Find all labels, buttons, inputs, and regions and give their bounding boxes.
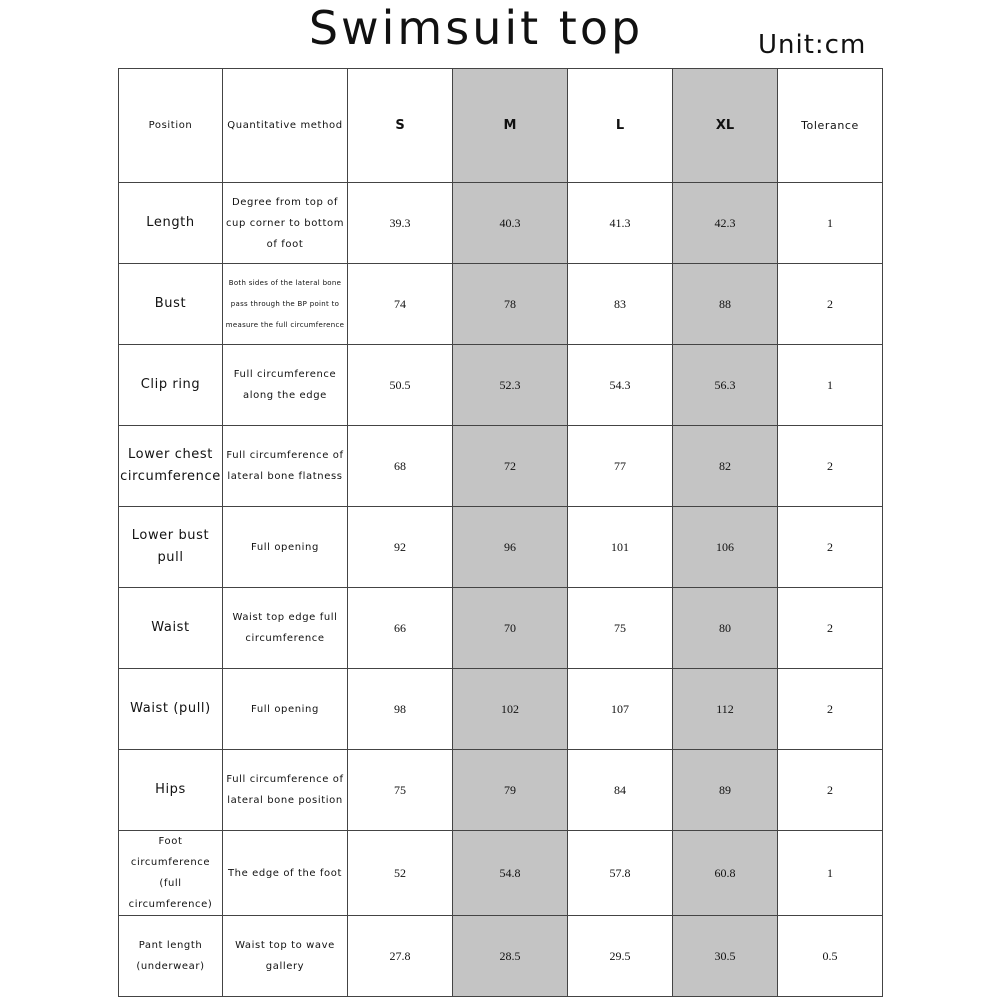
table-row: [119, 507, 883, 588]
size-chart-table: [118, 68, 883, 997]
cell-tolerance: 1: [778, 831, 883, 916]
cell-tolerance: 2: [778, 669, 883, 750]
cell-tolerance: 2: [778, 588, 883, 669]
header-size-s: S: [348, 69, 453, 183]
cell-l: 107: [568, 669, 673, 750]
cell-l: 101: [568, 507, 673, 588]
header-method: Quantitative method: [223, 69, 348, 183]
cell-xl: 42.3: [673, 183, 778, 264]
cell-s: 92: [348, 507, 453, 588]
cell-tolerance: 2: [778, 264, 883, 345]
cell-position: Waist (pull): [119, 669, 223, 750]
cell-method: Both sides of the lateral bone pass through the BP point to measure the full circumference: [223, 264, 348, 345]
cell-position: Foot circumference (full circumference): [119, 831, 223, 916]
cell-position: Bust: [119, 264, 223, 345]
cell-l: 75: [568, 588, 673, 669]
header-position: Position: [119, 69, 223, 183]
cell-m: 78: [453, 264, 568, 345]
table-row: [119, 831, 883, 916]
cell-m: 70: [453, 588, 568, 669]
table-row: [119, 916, 883, 997]
table-row: [119, 426, 883, 507]
cell-xl: 82: [673, 426, 778, 507]
cell-tolerance: 0.5: [778, 916, 883, 997]
cell-method: Full opening: [223, 669, 348, 750]
cell-tolerance: 1: [778, 345, 883, 426]
cell-s: 74: [348, 264, 453, 345]
cell-s: 75: [348, 750, 453, 831]
cell-position: Pant length (underwear): [119, 916, 223, 997]
cell-method: Waist top edge full circumference: [223, 588, 348, 669]
cell-position: Waist: [119, 588, 223, 669]
cell-l: 77: [568, 426, 673, 507]
header-tolerance: Tolerance: [778, 69, 883, 183]
cell-method: Full circumference of lateral bone position: [223, 750, 348, 831]
table-row: [119, 264, 883, 345]
cell-s: 27.8: [348, 916, 453, 997]
cell-tolerance: 2: [778, 507, 883, 588]
cell-l: 54.3: [568, 345, 673, 426]
cell-m: 72: [453, 426, 568, 507]
cell-m: 79: [453, 750, 568, 831]
cell-xl: 60.8: [673, 831, 778, 916]
cell-method: Waist top to wave gallery: [223, 916, 348, 997]
cell-xl: 89: [673, 750, 778, 831]
cell-m: 54.8: [453, 831, 568, 916]
header-size-m: M: [453, 69, 568, 183]
cell-position: Clip ring: [119, 345, 223, 426]
header-size-xl: XL: [673, 69, 778, 183]
cell-position: Hips: [119, 750, 223, 831]
cell-m: 28.5: [453, 916, 568, 997]
cell-l: 57.8: [568, 831, 673, 916]
cell-m: 52.3: [453, 345, 568, 426]
cell-tolerance: 2: [778, 750, 883, 831]
cell-position: Lower bust pull: [119, 507, 223, 588]
cell-method: Full circumference of lateral bone flatness: [223, 426, 348, 507]
cell-s: 66: [348, 588, 453, 669]
cell-xl: 88: [673, 264, 778, 345]
table-row: [119, 669, 883, 750]
cell-xl: 112: [673, 669, 778, 750]
cell-s: 52: [348, 831, 453, 916]
cell-xl: 30.5: [673, 916, 778, 997]
table-row: [119, 345, 883, 426]
cell-method: Full circumference along the edge: [223, 345, 348, 426]
cell-xl: 80: [673, 588, 778, 669]
cell-s: 98: [348, 669, 453, 750]
cell-l: 29.5: [568, 916, 673, 997]
table-row: [119, 750, 883, 831]
cell-position: Length: [119, 183, 223, 264]
cell-method: Degree from top of cup corner to bottom of foot: [223, 183, 348, 264]
unit-label: Unit:cm: [758, 30, 867, 60]
cell-position: Lower chest circumference: [119, 426, 223, 507]
cell-s: 50.5: [348, 345, 453, 426]
header-size-l: L: [568, 69, 673, 183]
cell-method: Full opening: [223, 507, 348, 588]
cell-method: The edge of the foot: [223, 831, 348, 916]
cell-tolerance: 2: [778, 426, 883, 507]
cell-m: 40.3: [453, 183, 568, 264]
table-row: [119, 183, 883, 264]
cell-l: 41.3: [568, 183, 673, 264]
cell-l: 84: [568, 750, 673, 831]
cell-xl: 56.3: [673, 345, 778, 426]
cell-tolerance: 1: [778, 183, 883, 264]
cell-m: 102: [453, 669, 568, 750]
cell-m: 96: [453, 507, 568, 588]
cell-l: 83: [568, 264, 673, 345]
table-header-row: [119, 69, 883, 183]
table-row: [119, 588, 883, 669]
cell-xl: 106: [673, 507, 778, 588]
cell-s: 68: [348, 426, 453, 507]
cell-s: 39.3: [348, 183, 453, 264]
page-title: Swimsuit top: [308, 1, 644, 55]
